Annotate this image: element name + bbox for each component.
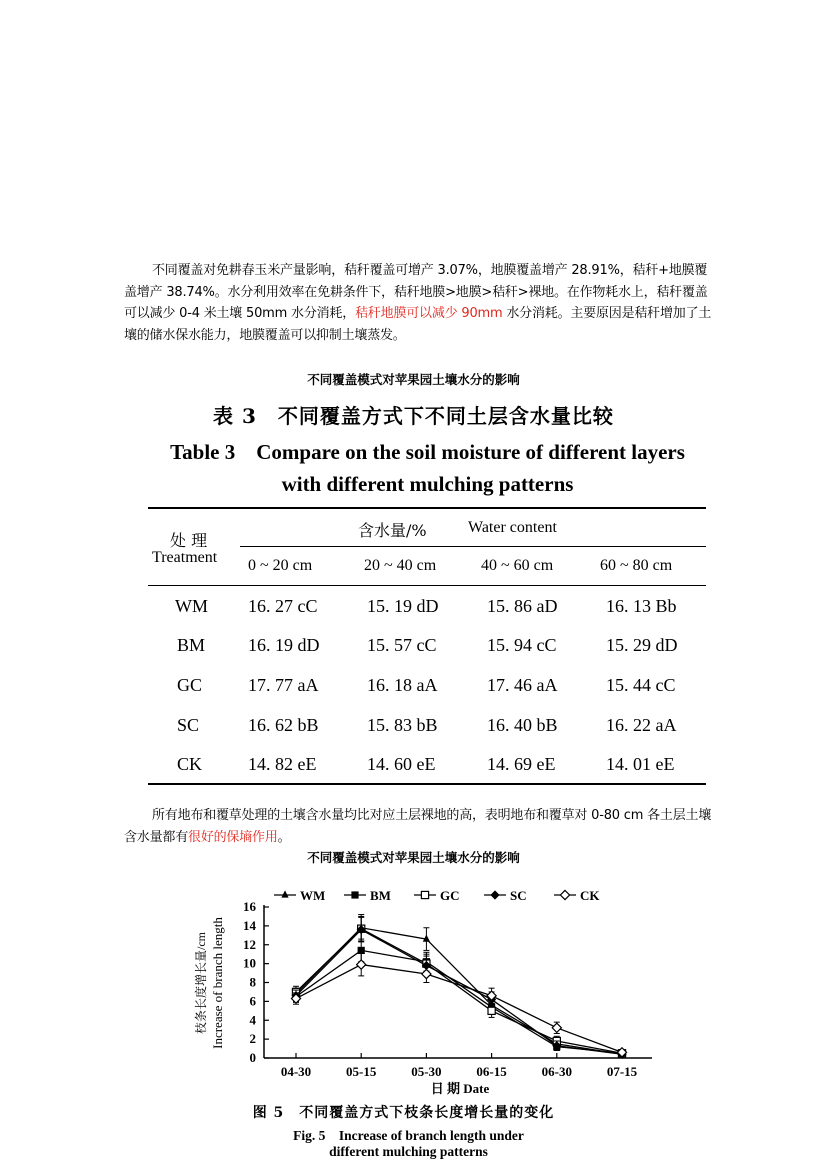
- row-sc-c2: 15. 83 bB: [367, 715, 438, 735]
- row-ck-c4: 14. 01 eE: [606, 754, 675, 774]
- y-tick-label: 10: [243, 955, 256, 971]
- series-gc: [292, 916, 625, 1056]
- x-tick-label: 05-30: [411, 1064, 442, 1079]
- row-bm-name: BM: [177, 635, 206, 655]
- row-ck-name: CK: [177, 754, 203, 774]
- y-tick-label: 14: [243, 917, 256, 933]
- figure-caption-en-1: Fig. 5 Increase of branch length under: [293, 1128, 524, 1143]
- chart-series: [291, 915, 626, 1059]
- result-highlight: 很好的保墒作用: [188, 829, 278, 845]
- series-line: [296, 930, 622, 1055]
- marker-diamond: [490, 890, 499, 899]
- y-tick-label: 2: [249, 1031, 256, 1047]
- series-line: [296, 950, 622, 1053]
- legend-item-gc: [414, 888, 460, 903]
- caption-soil-moisture: 不同覆盖模式对苹果园土壤水分的影响: [307, 372, 520, 387]
- chart-xlabel: 日 期 Date: [430, 1081, 490, 1096]
- intro-paragraph: [124, 260, 712, 346]
- x-tick-label: 07-15: [606, 1064, 638, 1079]
- header-treatment-en: Treatment: [152, 549, 218, 566]
- result-text-1: 所有地布和覆草处理的土壤含水量均比对应土层裸地的高，表明地布和覆草对 0-80 cm 各土层土壤含水量都有: [124, 808, 712, 845]
- marker-open-square: [488, 1007, 495, 1014]
- row-bm-c4: 15. 29 dD: [606, 635, 678, 655]
- series-bm: [292, 939, 625, 1057]
- y-tick-label: 12: [243, 936, 256, 952]
- legend-item-sc: [484, 888, 527, 903]
- row-wm-name: WM: [175, 596, 208, 616]
- row-ck-c3: 14. 69 eE: [487, 754, 556, 774]
- row-bm-c2: 15. 57 cC: [367, 635, 437, 655]
- intro-text-1: 不同覆盖对免耕春玉米产量影响，秸秆覆盖可增产 3.07%，地膜覆盖增产 28.91%，秸秆+地膜覆盖增产 38.74%。水分利用效率在免耕条件下，秸秆地膜>地膜>秸秆>裸地。在作物耗水上，秸秆覆盖可以减少 0-4 米土壤 50mm 水分消耗，: [124, 263, 708, 321]
- row-sc-c3: 16. 40 bB: [487, 715, 558, 735]
- x-tick-label: 05-15: [346, 1064, 377, 1079]
- intro-highlight: 秸秆地膜可以减少 90mm: [355, 306, 503, 321]
- marker-square: [351, 891, 358, 898]
- table-title-en-1: Table 3 Compare on the soil moisture of different layers: [170, 440, 685, 464]
- series-ck: [291, 953, 626, 1057]
- row-gc-name: GC: [177, 675, 203, 695]
- chart-ylabel-en: Increase of branch length: [210, 917, 225, 1049]
- result-paragraph: [124, 805, 712, 848]
- legend-label: GC: [440, 888, 460, 903]
- row-wm-c1: 16. 27 cC: [248, 596, 318, 616]
- figure-caption-en-2: different mulching patterns: [329, 1144, 488, 1159]
- legend-item-wm: [274, 888, 325, 903]
- result-text-2: 。: [277, 829, 291, 845]
- chart-legend: [274, 888, 600, 903]
- series-wm: [292, 915, 625, 1058]
- table-title-en-2: with different mulching patterns: [281, 472, 574, 496]
- row-gc-c3: 17. 46 aA: [487, 675, 558, 695]
- marker-triangle: [281, 890, 288, 897]
- x-tick-label: 06-30: [541, 1064, 572, 1079]
- row-gc-c1: 17. 77 aA: [248, 675, 319, 695]
- header-water-cn: 含水量/%: [358, 521, 427, 540]
- legend-label: SC: [510, 888, 527, 903]
- marker-open-diamond: [357, 960, 366, 969]
- header-treatment-cn: 处 理: [170, 531, 208, 550]
- header-water-en: Water content: [468, 519, 557, 536]
- row-sc-c1: 16. 62 bB: [248, 715, 319, 735]
- chart-axes: [243, 899, 652, 1079]
- legend-label: WM: [300, 888, 326, 903]
- marker-open-diamond: [560, 890, 569, 899]
- row-wm-c4: 16. 13 Bb: [606, 596, 677, 616]
- table-bottom-rule: [148, 783, 706, 785]
- row-ck-c2: 14. 60 eE: [367, 754, 436, 774]
- series-line: [296, 965, 622, 1053]
- x-tick-label: 04-30: [280, 1064, 312, 1079]
- row-bm-c3: 15. 94 cC: [487, 635, 557, 655]
- row-sc-name: SC: [177, 715, 200, 735]
- table-title-cn: 表 3 不同覆盖方式下不同土层含水量比较: [213, 404, 614, 428]
- row-bm-c1: 16. 19 dD: [248, 635, 320, 655]
- col-header-20-40: 20 ~ 40 cm: [364, 557, 437, 574]
- marker-open-diamond: [422, 969, 431, 978]
- col-header-0-20: 0 ~ 20 cm: [248, 557, 313, 574]
- table-mid-rule: [240, 546, 706, 547]
- series-sc: [291, 917, 626, 1058]
- intro-text-2: 水分消耗。主要原因是秸秆增加了土壤的储水保水能力，地膜覆盖可以抑制土壤蒸发。: [124, 306, 712, 343]
- table-header-rule: [148, 585, 706, 586]
- legend-label: CK: [580, 888, 600, 903]
- caption-branch: 不同覆盖模式对苹果园土壤水分的影响: [307, 850, 520, 865]
- y-tick-label: 6: [249, 993, 256, 1009]
- row-gc-c4: 15. 44 cC: [606, 675, 676, 695]
- marker-open-square: [421, 891, 428, 898]
- row-gc-c2: 16. 18 aA: [367, 675, 438, 695]
- y-tick-label: 4: [249, 1012, 256, 1028]
- row-sc-c4: 16. 22 aA: [606, 715, 677, 735]
- legend-label: BM: [370, 888, 391, 903]
- y-tick-label: 16: [243, 899, 256, 914]
- legend-item-bm: [344, 888, 391, 903]
- x-tick-label: 06-15: [476, 1064, 507, 1079]
- figure-caption-cn: 图 5 不同覆盖方式下枝条长度增长量的变化: [252, 1105, 555, 1121]
- y-tick-label: 0: [249, 1050, 256, 1065]
- col-header-40-60: 40 ~ 60 cm: [481, 557, 554, 574]
- y-tick-label: 8: [249, 974, 256, 990]
- table-top-rule: [148, 507, 706, 509]
- branch-length-chart: [0, 875, 827, 1105]
- marker-open-diamond: [552, 1023, 561, 1032]
- row-wm-c3: 15. 86 aD: [487, 596, 558, 616]
- row-wm-c2: 15. 19 dD: [367, 596, 439, 616]
- legend-item-ck: [554, 888, 600, 903]
- row-ck-c1: 14. 82 eE: [248, 754, 317, 774]
- chart-ylabel-cn: 枝条长度增长量/cm: [194, 932, 208, 1034]
- col-header-60-80: 60 ~ 80 cm: [600, 557, 673, 574]
